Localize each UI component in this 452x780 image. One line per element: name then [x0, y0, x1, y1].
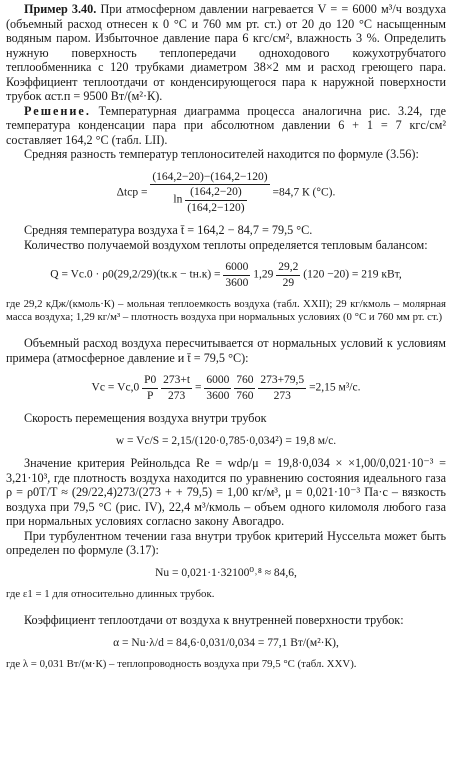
formula-dt-ln-num: (164,2−20)	[185, 185, 246, 201]
formula-dt-ln-fraction	[185, 185, 246, 215]
t-avg-line: Средняя температура воздуха t̄ = 164,2 − 84,7 = 79,5 °С.	[24, 223, 313, 237]
formula-heat-frac-b	[276, 260, 300, 290]
dt-avg-intro: Средняя разность температур теплоносителей находится по формуле (3.56):	[24, 147, 419, 161]
problem-statement	[6, 2, 446, 104]
formula-vol-t2-den: 273	[273, 389, 291, 402]
formula-alpha: α = Nu·λ/d = 84,6·0,031/0,034 = 77,1 Вт/(м²·К),	[113, 636, 339, 649]
formula-heat-rhs: (120 −20) = 219 кВт,	[303, 268, 402, 281]
heat-note: где 29,2 кДж/(кмоль·К) – мольная теплоемкость воздуха (табл. XXII); 29 кг/кмоль – молярная масса воздуха; 1,29 кг/м³ – плотность воздуха при нормальных условиях (0 °С и 760 мм рт. ст.)	[6, 298, 446, 323]
formula-vol-t1-den: 273	[167, 389, 186, 402]
formula-dt-ln: ln	[173, 193, 183, 206]
formula-dt-avg	[6, 170, 446, 216]
formula-dt-rhs: =84,7 К (°С).	[272, 185, 336, 198]
formula-vol-t1-num: 273+t	[161, 373, 192, 389]
reynolds-paragraph: Значение критерия Рейнольдса Re = wdρ/μ = 19,8·0,034 × ×1,00/0,021·10⁻³ = 3,21·10³, где плотность воздуха находится по уравнению состояния идеального газа ρ = ρ0T/T ≈ (29/22,4)273/(273 + + 79,5) = 1,00 кг/м³, μ = 0,021·10⁻³ Па·с – вязкость воздуха при 79,5 °С (рис. IV), 22,4 м³/кмоль – объем одного киломоля любого газа при нормальных условиях согласно закону Авогадро.	[6, 456, 446, 528]
formula-dt-lhs: Δtср =	[116, 185, 148, 198]
formula-vol-p2-num: 760	[234, 373, 255, 389]
formula-heat-a-num: 6000	[223, 260, 250, 276]
formula-vol-p2	[234, 373, 255, 403]
formula-volume	[6, 373, 446, 403]
alpha-intro: Коэффициент теплоотдачи от воздуха к внутренней поверхности трубок:	[24, 613, 404, 627]
formula-vol-v-num: 6000	[204, 373, 231, 389]
formula-dt-numerator: (164,2−20)−(164,2−120)	[150, 170, 269, 186]
formula-vol-t2	[258, 373, 306, 403]
nusselt-note: где ε1 = 1 для относительно длинных трубок.	[6, 588, 215, 600]
formula-heat-frac-a	[223, 260, 250, 290]
formula-vol-p1-num: P0	[142, 373, 158, 389]
formula-velocity: w = Vс/S = 2,15/(120·0,785·0,034²) = 19,8 м/с.	[115, 434, 337, 447]
formula-vol-p2-den: 760	[236, 389, 254, 402]
solution-paragraph	[6, 104, 446, 148]
formula-heat-lhs: Q = Vс.0 · ρ0(29,2/29)(tк.к − tн.к) =	[50, 268, 221, 281]
heat-intro: Количество получаемой воздухом теплоты определяется тепловым балансом:	[24, 237, 428, 252]
problem-title: Пример 3.40.	[24, 2, 97, 16]
problem-text: При атмосферном давлении нагревается V = = 6000 м³/ч воздуха (объемный расход отнесен к 0 °С и 760 мм рт. ст.) от 20 до 120 °С насыщенным водяным паром. Избыточное давление пара 6 кгс/см², влажность 3 %. Определить нужную поверхность теплопередачи одноходового кожухотрубчатого теплообменника с 120 трубками диаметром 38×2 мм и расход греющего пара. Коэффициент теплоотдачи от конденсирующегося пара к наружной поверхности трубок αст.п = 9500 Вт/(м²·К).	[6, 2, 446, 103]
formula-heat-b-den: 29	[282, 276, 295, 289]
formula-heat-b-num: 29,2	[276, 260, 300, 276]
alpha-note: где λ = 0,031 Вт/(м·К) – теплопроводность воздуха при 79,5 °С (табл. XXV).	[6, 658, 357, 670]
formula-nusselt: Nu = 0,021·1·32100⁰˒⁸ ≈ 84,6,	[155, 566, 297, 579]
nusselt-intro: При турбулентном течении газа внутри трубок критерий Нуссельта может быть определен по формуле (3.17):	[6, 528, 446, 557]
formula-dt-denominator	[150, 185, 269, 215]
formula-dt-fraction	[150, 170, 269, 216]
formula-vol-v-den: 3600	[206, 389, 230, 402]
formula-vol-rhs: =2,15 м³/с.	[309, 381, 361, 394]
formula-heat-mid: 1,29	[253, 268, 274, 281]
formula-vol-lhs: Vс = Vс,0	[91, 381, 140, 394]
formula-heat-balance	[6, 260, 446, 290]
solution-label: Решение.	[24, 103, 91, 118]
formula-dt-ln-den: (164,2−120)	[187, 201, 245, 214]
formula-vol-v	[204, 373, 231, 403]
solution-text: Температурная диаграмма процесса аналогична рис. 3.24, где температура конденсации пара при абсолютном давлении 6 + 1 = 7 кгс/см² составляет 164,2 °С (табл. LII).	[6, 103, 447, 147]
formula-vol-p1	[142, 373, 158, 403]
velocity-intro: Скорость перемещения воздуха внутри трубок	[24, 411, 267, 425]
formula-vol-p1-den: P	[146, 389, 154, 402]
formula-vol-t2-num: 273+79,5	[258, 373, 306, 389]
volume-intro: Объемный расход воздуха пересчитывается от нормальных условий к условиям примера (атмосферное давление и t̄ = 79,5 °С):	[6, 336, 446, 365]
formula-vol-eq: =	[194, 381, 202, 394]
formula-heat-a-den: 3600	[225, 276, 249, 289]
formula-vol-t1	[161, 373, 192, 403]
